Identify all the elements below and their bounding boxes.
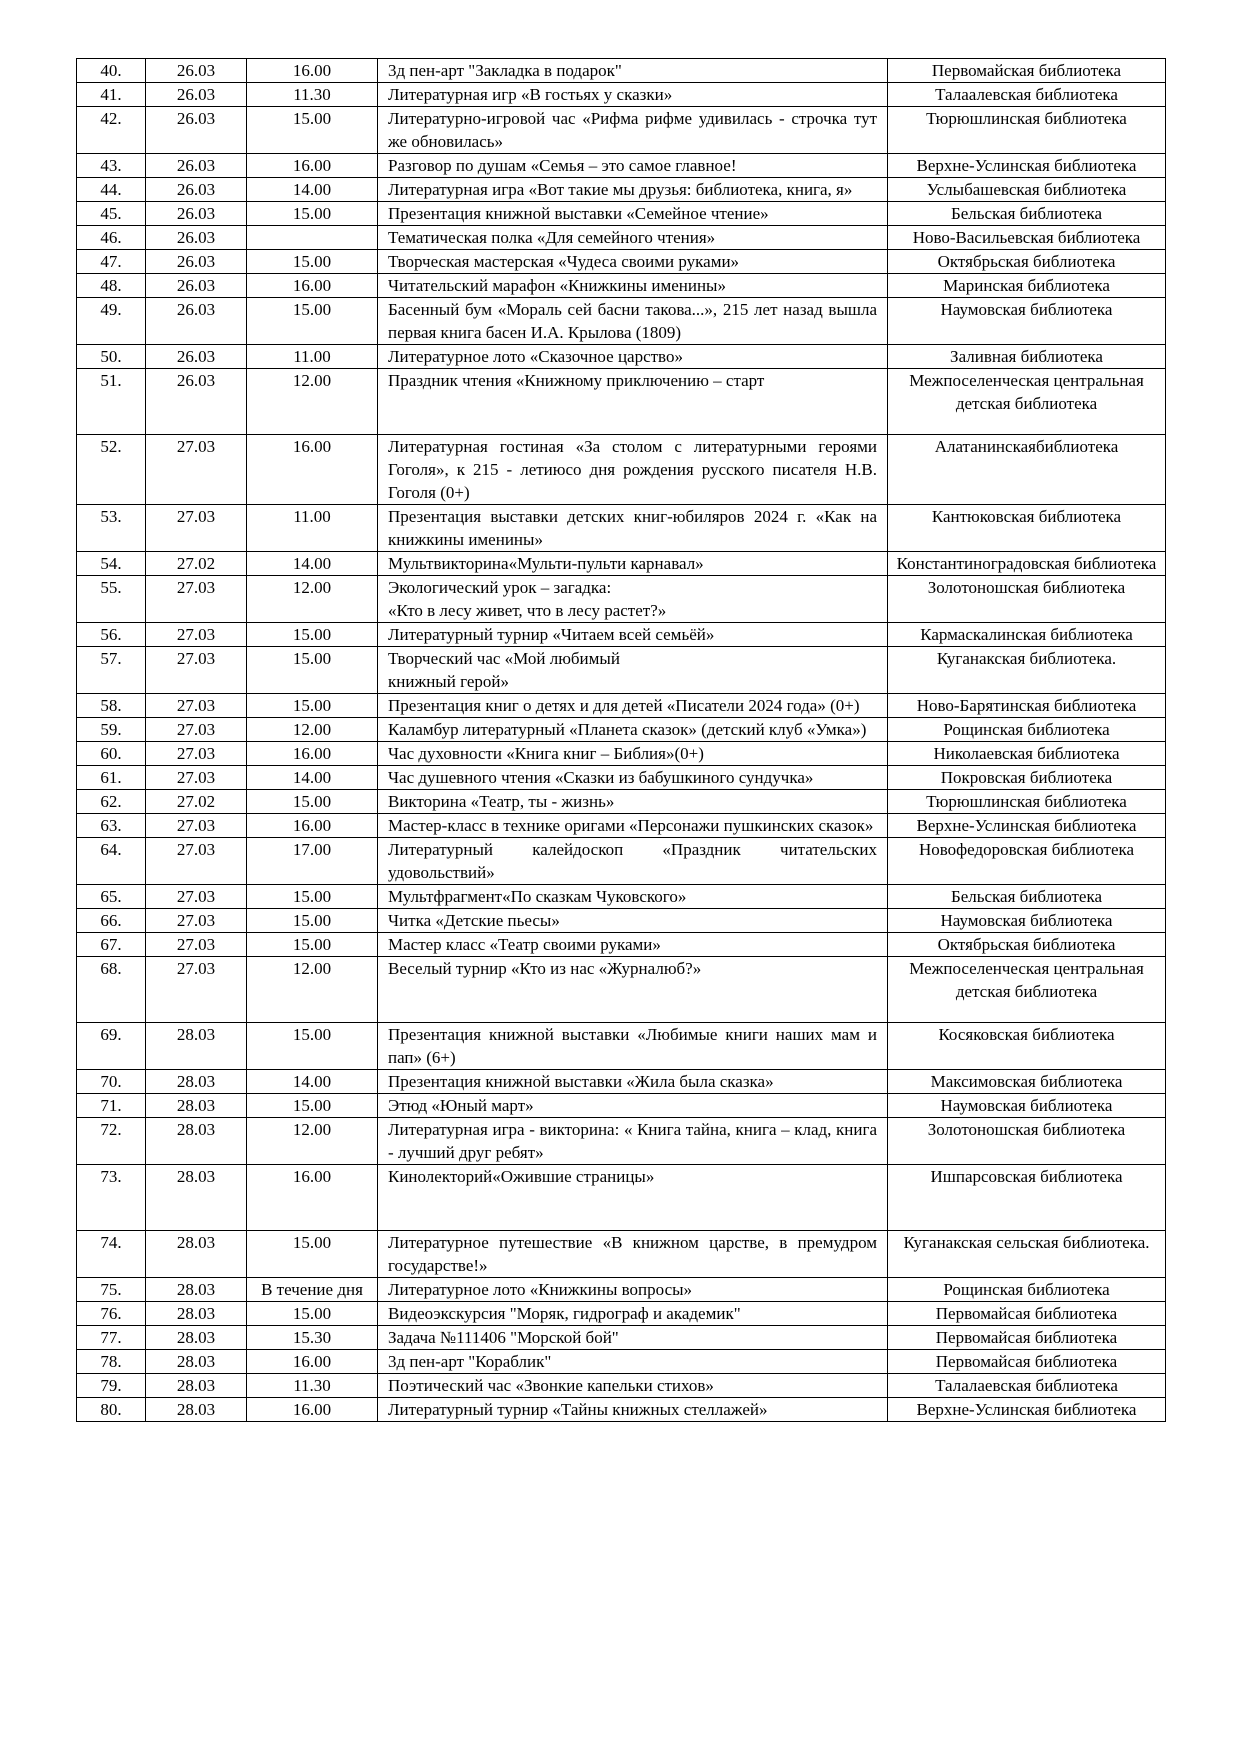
row-library-cell: Тюрюшлинская библиотека <box>888 790 1166 814</box>
row-library-cell: Первомайсая библиотека <box>888 1302 1166 1326</box>
row-number-cell: 62. <box>77 790 146 814</box>
row-event-cell: Литературно-игровой час «Рифма рифме удивилась - строчка тут же обновилась» <box>378 107 888 154</box>
row-date-cell: 26.03 <box>146 83 247 107</box>
row-number-cell: 53. <box>77 505 146 552</box>
row-number-cell: 70. <box>77 1070 146 1094</box>
row-library-cell: Ново-Барятинская библиотека <box>888 694 1166 718</box>
row-date-cell: 27.03 <box>146 909 247 933</box>
table-row <box>77 250 1166 274</box>
row-number-cell: 57. <box>77 647 146 694</box>
row-time-cell: 16.00 <box>247 274 378 298</box>
row-number-cell: 78. <box>77 1350 146 1374</box>
row-date-cell: 26.03 <box>146 369 247 435</box>
row-event-cell: Видеоэкскурсия "Моряк, гидрограф и академик" <box>378 1302 888 1326</box>
row-library-cell: Наумовская библиотека <box>888 1094 1166 1118</box>
row-date-cell: 27.03 <box>146 742 247 766</box>
table-row <box>77 505 1166 552</box>
table-row <box>77 1094 1166 1118</box>
row-time-cell: 15.00 <box>247 623 378 647</box>
row-library-cell: Услыбашевская библиотека <box>888 178 1166 202</box>
row-number-cell: 75. <box>77 1278 146 1302</box>
row-number-cell: 68. <box>77 957 146 1023</box>
row-date-cell: 26.03 <box>146 202 247 226</box>
row-event-cell: Читательский марафон «Книжкины именины» <box>378 274 888 298</box>
table-row <box>77 957 1166 1023</box>
row-library-cell: Маринская библиотека <box>888 274 1166 298</box>
row-event-cell: Литературный калейдоскоп «Праздник читательских удовольствий» <box>378 838 888 885</box>
row-time-cell: 16.00 <box>247 814 378 838</box>
row-library-cell: Межпоселенческая центральная детская библиотека <box>888 957 1166 1023</box>
row-date-cell: 27.03 <box>146 647 247 694</box>
row-time-cell: 11.30 <box>247 83 378 107</box>
events-table <box>76 58 1166 1422</box>
table-row <box>77 790 1166 814</box>
row-library-cell: Золотоношская библиотека <box>888 1118 1166 1165</box>
row-library-cell: Ишпарсовская библиотека <box>888 1165 1166 1231</box>
row-event-cell: Литературный турнир «Читаем всей семьёй» <box>378 623 888 647</box>
row-library-cell: Новофедоровская библиотека <box>888 838 1166 885</box>
row-number-cell: 51. <box>77 369 146 435</box>
table-row <box>77 1398 1166 1422</box>
row-number-cell: 56. <box>77 623 146 647</box>
row-library-cell: Косяковская библиотека <box>888 1023 1166 1070</box>
row-library-cell: Золотоношская библиотека <box>888 576 1166 623</box>
table-row <box>77 345 1166 369</box>
table-row <box>77 766 1166 790</box>
table-row <box>77 1118 1166 1165</box>
row-date-cell: 27.03 <box>146 766 247 790</box>
row-number-cell: 54. <box>77 552 146 576</box>
row-event-cell: Творческий час «Мой любимый книжный герой» <box>378 647 888 694</box>
row-time-cell: 12.00 <box>247 718 378 742</box>
row-number-cell: 48. <box>77 274 146 298</box>
row-event-cell: Поэтический час «Звонкие капельки стихов» <box>378 1374 888 1398</box>
row-date-cell: 27.03 <box>146 718 247 742</box>
row-time-cell: 14.00 <box>247 552 378 576</box>
row-date-cell: 26.03 <box>146 107 247 154</box>
row-event-cell: Литературное путешествие «В книжном царстве, в премудром государстве!» <box>378 1231 888 1278</box>
row-event-cell: Презентация книжной выставки «Любимые книги наших мам и пап» (6+) <box>378 1023 888 1070</box>
row-time-cell: 16.00 <box>247 435 378 505</box>
table-row <box>77 226 1166 250</box>
row-time-cell: 12.00 <box>247 576 378 623</box>
row-date-cell: 28.03 <box>146 1350 247 1374</box>
row-number-cell: 46. <box>77 226 146 250</box>
row-date-cell: 27.02 <box>146 552 247 576</box>
row-library-cell: Первомайсая библиотека <box>888 1350 1166 1374</box>
row-date-cell: 27.03 <box>146 957 247 1023</box>
row-library-cell: Куганакская сельская библиотека. <box>888 1231 1166 1278</box>
row-library-cell: Наумовская библиотека <box>888 909 1166 933</box>
row-date-cell: 26.03 <box>146 250 247 274</box>
row-date-cell: 28.03 <box>146 1070 247 1094</box>
row-time-cell: 17.00 <box>247 838 378 885</box>
row-library-cell: Рощинская библиотека <box>888 718 1166 742</box>
table-row <box>77 1023 1166 1070</box>
row-time-cell: 12.00 <box>247 369 378 435</box>
row-number-cell: 59. <box>77 718 146 742</box>
row-library-cell: Тюрюшлинская библиотека <box>888 107 1166 154</box>
row-library-cell: Кармаскалинская библиотека <box>888 623 1166 647</box>
table-row <box>77 369 1166 435</box>
row-date-cell: 27.03 <box>146 838 247 885</box>
row-event-cell: Час душевного чтения «Сказки из бабушкиного сундучка» <box>378 766 888 790</box>
row-number-cell: 80. <box>77 1398 146 1422</box>
row-number-cell: 61. <box>77 766 146 790</box>
row-library-cell: Покровская библиотека <box>888 766 1166 790</box>
row-time-cell: 11.30 <box>247 1374 378 1398</box>
row-event-cell: Литературная гостиная «За столом с литературными героями Гоголя», к 215 - летиюсо дня рождения русского писателя Н.В. Гоголя (0+) <box>378 435 888 505</box>
row-event-cell: Литературная игра - викторина: « Книга тайна, книга – клад, книга - лучший друг ребят» <box>378 1118 888 1165</box>
row-number-cell: 55. <box>77 576 146 623</box>
row-event-cell: Этюд «Юный март» <box>378 1094 888 1118</box>
row-number-cell: 64. <box>77 838 146 885</box>
row-date-cell: 28.03 <box>146 1398 247 1422</box>
row-date-cell: 28.03 <box>146 1278 247 1302</box>
row-number-cell: 63. <box>77 814 146 838</box>
row-number-cell: 58. <box>77 694 146 718</box>
document-page <box>76 58 1165 1422</box>
row-event-cell: Мультвикторина«Мульти-пульти карнавал» <box>378 552 888 576</box>
row-library-cell: Талаалевская библиотека <box>888 83 1166 107</box>
row-date-cell: 28.03 <box>146 1374 247 1398</box>
row-number-cell: 52. <box>77 435 146 505</box>
row-event-cell: Веселый турнир «Кто из нас «Журналюб?» <box>378 957 888 1023</box>
row-time-cell: 14.00 <box>247 766 378 790</box>
row-time-cell: 15.00 <box>247 107 378 154</box>
row-time-cell: 11.00 <box>247 345 378 369</box>
table-row <box>77 1278 1166 1302</box>
row-library-cell: Октябрьская библиотека <box>888 250 1166 274</box>
row-event-cell: Викторина «Театр, ты - жизнь» <box>378 790 888 814</box>
row-library-cell: Максимовская библиотека <box>888 1070 1166 1094</box>
row-time-cell: 16.00 <box>247 154 378 178</box>
row-library-cell: Ново-Васильевская библиотека <box>888 226 1166 250</box>
row-number-cell: 71. <box>77 1094 146 1118</box>
table-row <box>77 838 1166 885</box>
row-date-cell: 27.03 <box>146 933 247 957</box>
row-time-cell <box>247 226 378 250</box>
row-library-cell: Куганакская библиотека. <box>888 647 1166 694</box>
table-row <box>77 1302 1166 1326</box>
row-date-cell: 26.03 <box>146 154 247 178</box>
row-number-cell: 77. <box>77 1326 146 1350</box>
row-library-cell: Кантюковская библиотека <box>888 505 1166 552</box>
row-library-cell: Первомайская библиотека <box>888 59 1166 83</box>
row-event-cell: Презентация книг о детях и для детей «Писатели 2024 года» (0+) <box>378 694 888 718</box>
row-time-cell: 15.00 <box>247 1094 378 1118</box>
row-date-cell: 26.03 <box>146 298 247 345</box>
row-number-cell: 49. <box>77 298 146 345</box>
row-event-cell: Мастер-класс в технике оригами «Персонажи пушкинских сказок» <box>378 814 888 838</box>
row-number-cell: 42. <box>77 107 146 154</box>
row-number-cell: 66. <box>77 909 146 933</box>
row-library-cell: Алатанинскаябиблиотека <box>888 435 1166 505</box>
row-time-cell: 11.00 <box>247 505 378 552</box>
row-event-cell: Литературное лото «Сказочное царство» <box>378 345 888 369</box>
table-row <box>77 1326 1166 1350</box>
row-event-cell: Читка «Детские пьесы» <box>378 909 888 933</box>
table-row <box>77 552 1166 576</box>
row-number-cell: 65. <box>77 885 146 909</box>
row-date-cell: 27.03 <box>146 576 247 623</box>
row-event-cell: Задача №111406 "Морской бой" <box>378 1326 888 1350</box>
row-event-cell: Презентация книжной выставки «Жила была сказка» <box>378 1070 888 1094</box>
row-library-cell: Первомайсая библиотека <box>888 1326 1166 1350</box>
row-date-cell: 27.03 <box>146 885 247 909</box>
table-row <box>77 694 1166 718</box>
table-row <box>77 1070 1166 1094</box>
row-number-cell: 60. <box>77 742 146 766</box>
row-library-cell: Рощинская библиотека <box>888 1278 1166 1302</box>
row-event-cell: Час духовности «Книга книг – Библия»(0+) <box>378 742 888 766</box>
table-row <box>77 1165 1166 1231</box>
row-time-cell: 15.00 <box>247 909 378 933</box>
row-number-cell: 76. <box>77 1302 146 1326</box>
events-table-body <box>77 59 1166 1422</box>
table-row <box>77 298 1166 345</box>
row-library-cell: Верхне-Услинская библиотека <box>888 154 1166 178</box>
row-date-cell: 28.03 <box>146 1165 247 1231</box>
row-library-cell: Константиноградовская библиотека <box>888 552 1166 576</box>
row-library-cell: Заливная библиотека <box>888 345 1166 369</box>
table-row <box>77 885 1166 909</box>
table-row <box>77 154 1166 178</box>
table-row <box>77 814 1166 838</box>
row-time-cell: 16.00 <box>247 59 378 83</box>
row-number-cell: 72. <box>77 1118 146 1165</box>
table-row <box>77 909 1166 933</box>
table-row <box>77 718 1166 742</box>
row-library-cell: Верхне-Услинская библиотека <box>888 1398 1166 1422</box>
table-row <box>77 742 1166 766</box>
table-row <box>77 107 1166 154</box>
row-event-cell: Экологический урок – загадка: «Кто в лесу живет, что в лесу растет?» <box>378 576 888 623</box>
row-number-cell: 44. <box>77 178 146 202</box>
row-date-cell: 26.03 <box>146 345 247 369</box>
row-event-cell: Презентация выставки детских книг-юбиляров 2024 г. «Как на книжкины именины» <box>378 505 888 552</box>
row-number-cell: 79. <box>77 1374 146 1398</box>
row-number-cell: 69. <box>77 1023 146 1070</box>
row-library-cell: Бельская библиотека <box>888 202 1166 226</box>
row-event-cell: Басенный бум «Мораль сей басни такова...», 215 лет назад вышла первая книга басен И.А. Крылова (1809) <box>378 298 888 345</box>
row-time-cell: 12.00 <box>247 1118 378 1165</box>
row-number-cell: 67. <box>77 933 146 957</box>
row-library-cell: Николаевская библиотека <box>888 742 1166 766</box>
row-event-cell: Праздник чтения «Книжному приключению – старт <box>378 369 888 435</box>
table-row <box>77 1231 1166 1278</box>
row-time-cell: 15.00 <box>247 202 378 226</box>
table-row <box>77 1374 1166 1398</box>
row-library-cell: Межпоселенческая центральная детская библиотека <box>888 369 1166 435</box>
row-time-cell: 15.00 <box>247 298 378 345</box>
row-event-cell: Творческая мастерская «Чудеса своими руками» <box>378 250 888 274</box>
row-number-cell: 41. <box>77 83 146 107</box>
table-row <box>77 623 1166 647</box>
row-date-cell: 28.03 <box>146 1302 247 1326</box>
row-time-cell: 15.00 <box>247 885 378 909</box>
row-date-cell: 27.03 <box>146 505 247 552</box>
table-row <box>77 59 1166 83</box>
row-date-cell: 26.03 <box>146 59 247 83</box>
row-time-cell: 15.00 <box>247 790 378 814</box>
row-time-cell: 15.00 <box>247 1023 378 1070</box>
row-date-cell: 28.03 <box>146 1231 247 1278</box>
row-number-cell: 45. <box>77 202 146 226</box>
row-time-cell: 15.00 <box>247 1231 378 1278</box>
row-library-cell: Наумовская библиотека <box>888 298 1166 345</box>
row-library-cell: Верхне-Услинская библиотека <box>888 814 1166 838</box>
row-time-cell: 16.00 <box>247 1165 378 1231</box>
row-date-cell: 27.03 <box>146 814 247 838</box>
row-date-cell: 26.03 <box>146 226 247 250</box>
row-date-cell: 27.03 <box>146 623 247 647</box>
row-library-cell: Талалаевская библиотека <box>888 1374 1166 1398</box>
row-time-cell: 15.30 <box>247 1326 378 1350</box>
row-event-cell: Кинолекторий«Ожившие страницы» <box>378 1165 888 1231</box>
row-date-cell: 28.03 <box>146 1326 247 1350</box>
table-row <box>77 933 1166 957</box>
row-date-cell: 27.02 <box>146 790 247 814</box>
table-row <box>77 435 1166 505</box>
row-event-cell: 3д пен-арт "Кораблик" <box>378 1350 888 1374</box>
table-row <box>77 647 1166 694</box>
table-row <box>77 274 1166 298</box>
row-event-cell: Разговор по душам «Семья – это самое главное! <box>378 154 888 178</box>
row-number-cell: 74. <box>77 1231 146 1278</box>
row-library-cell: Бельская библиотека <box>888 885 1166 909</box>
row-time-cell: 14.00 <box>247 1070 378 1094</box>
row-date-cell: 27.03 <box>146 694 247 718</box>
row-date-cell: 28.03 <box>146 1023 247 1070</box>
row-time-cell: 15.00 <box>247 250 378 274</box>
row-number-cell: 43. <box>77 154 146 178</box>
row-time-cell: 15.00 <box>247 647 378 694</box>
row-time-cell: 16.00 <box>247 742 378 766</box>
row-number-cell: 50. <box>77 345 146 369</box>
row-time-cell: 14.00 <box>247 178 378 202</box>
table-row <box>77 178 1166 202</box>
row-time-cell: 15.00 <box>247 1302 378 1326</box>
row-event-cell: Литературная игра «Вот такие мы друзья: библиотека, книга, я» <box>378 178 888 202</box>
row-event-cell: Литературное лото «Книжкины вопросы» <box>378 1278 888 1302</box>
row-event-cell: Тематическая полка «Для семейного чтения» <box>378 226 888 250</box>
row-date-cell: 28.03 <box>146 1118 247 1165</box>
row-time-cell: В течение дня <box>247 1278 378 1302</box>
row-event-cell: 3д пен-арт "Закладка в подарок" <box>378 59 888 83</box>
row-event-cell: Каламбур литературный «Планета сказок» (детский клуб «Умка») <box>378 718 888 742</box>
row-date-cell: 26.03 <box>146 274 247 298</box>
row-time-cell: 12.00 <box>247 957 378 1023</box>
row-event-cell: Литературный турнир «Тайны книжных стеллажей» <box>378 1398 888 1422</box>
row-event-cell: Мультфрагмент«По сказкам Чуковского» <box>378 885 888 909</box>
table-row <box>77 83 1166 107</box>
row-time-cell: 16.00 <box>247 1350 378 1374</box>
row-number-cell: 47. <box>77 250 146 274</box>
row-event-cell: Мастер класс «Театр своими руками» <box>378 933 888 957</box>
row-date-cell: 26.03 <box>146 178 247 202</box>
row-event-cell: Литературная игр «В гостьях у сказки» <box>378 83 888 107</box>
table-row <box>77 1350 1166 1374</box>
row-event-cell: Презентация книжной выставки «Семейное чтение» <box>378 202 888 226</box>
row-number-cell: 73. <box>77 1165 146 1231</box>
row-date-cell: 27.03 <box>146 435 247 505</box>
table-row <box>77 202 1166 226</box>
row-time-cell: 15.00 <box>247 933 378 957</box>
row-library-cell: Октябрьская библиотека <box>888 933 1166 957</box>
row-number-cell: 40. <box>77 59 146 83</box>
row-time-cell: 16.00 <box>247 1398 378 1422</box>
table-row <box>77 576 1166 623</box>
row-time-cell: 15.00 <box>247 694 378 718</box>
row-date-cell: 28.03 <box>146 1094 247 1118</box>
